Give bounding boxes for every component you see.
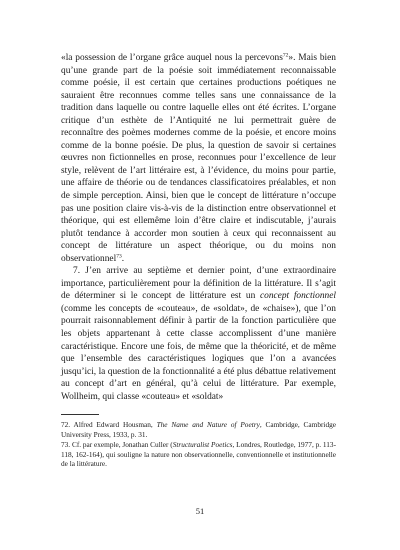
main-text xyxy=(61,52,336,403)
paragraph-2-emphasis: concept fonctionnel xyxy=(259,291,336,302)
paragraph-1-text-a: «la possession de l’organe grâce auquel nous la percevons xyxy=(61,53,283,63)
footnote-73-text-b: , Londres, Routledge, 1977, p. 113-118, 162-164), qui souligne la nature non observationnelle, conventionnelle et institutionnelle de la littérature. xyxy=(61,440,336,469)
page-number: 51 xyxy=(195,506,205,516)
footnote-72-number: 72. xyxy=(61,420,71,429)
paragraph-2-text-a: 7. J’en arrive au septième et dernier point, d’une extraordinaire importance, particulièrement pour la définition de la littérature. Il s’agit de déterminer si le concept de littérature est un xyxy=(61,266,336,302)
footnote-72 xyxy=(61,420,336,439)
paragraph-1-text-b: ». Mais bien qu’une grande part de la poésie soit immédiatement reconnaissable comme poésie, il est certain que certaines productions poétiques ne sauraient être reconnues comme telles sans une connaissance de la tradition dans laquelle ou contre laquelle elles ont été écrites. L’organe critique d’un esthète de l’Antiquité ne lui permettrait guère de reconnaître des poèmes modernes comme de la poésie, et encore moins comme de la bonne poésie. De plus, la question de savoir si certaines œuvres non fictionnelles en prose, reconnues pour l’excellence de leur style, relèvent de l’art littéraire est, à l’évidence, du moins pour partie, une affaire de théorie ou de tendances classificatoires préalables, et non de simple perception. Ainsi, bien que le concept de littérature n’occupe pas une position claire vis-à-vis de la distinction entre observationnel et théorique, qui est ellemême loin d’être claire et indiscutable, j’aurais plutôt tendance à accorder mon soutien à ceux qui reconnaissent au concept de littérature un aspect théorique, ou du moins non observationnel xyxy=(61,53,336,264)
footnote-73-number: 73. xyxy=(61,440,71,450)
paragraph-2 xyxy=(61,265,336,403)
footnote-72-text-b: , Cambridge, Cambridge University Press, 1933, p. 31. xyxy=(61,420,336,439)
note-ref-73: 73 xyxy=(116,253,122,260)
footnote-rule xyxy=(61,414,99,415)
footnote-72-text-a: Alfred Edward Housman, xyxy=(70,420,157,429)
footnotes xyxy=(61,420,336,470)
paragraph-1 xyxy=(61,52,336,265)
footnote-72-title: The Name and Nature of Poetry xyxy=(156,420,260,429)
footnote-73 xyxy=(61,440,336,469)
footnote-73-title: Structuralist Poetics xyxy=(172,440,233,450)
note-ref-72: 72 xyxy=(282,52,289,59)
paragraph-1-text-c: . xyxy=(121,253,125,264)
paragraph-2-text-b: (comme les concepts de «couteau», de «soldat», de «chaise»), que l’on pourrait raisonnablement définir à partir de la fonction particulière que les objets appartenant à cette classe accomplissent d’une manière caractéristique. Encore une fois, de même que la théoricité, et de même que l’ensemble des caractéristiques logiques que l’on a avancées jusqu’ici, la question de la fonctionnalité a été plus débattue relativement au concept d’art en général, qu’à celui de littérature. Par exemple, Wollheim, qui classe «couteau» et «soldat» xyxy=(61,303,336,402)
footnote-73-text-a: Cf. par exemple, Jonathan Culler ( xyxy=(70,440,173,450)
